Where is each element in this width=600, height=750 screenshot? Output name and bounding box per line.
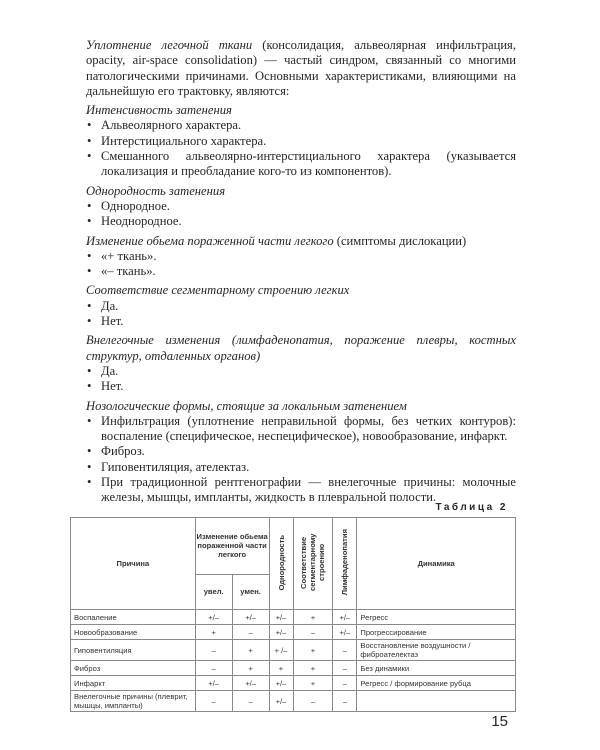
header-dynamics: Динамика [357, 518, 516, 610]
cell-cause: Гиповентиляция [71, 640, 196, 661]
list-item: • Неоднородное. [86, 214, 516, 229]
cell-value: – [333, 640, 357, 661]
list-item: • При традиционной рентгенографии — внелегочные причины: молочные железы, мышцы, импланты, жидкость в плевральной полости. [86, 475, 516, 506]
list-item: • Однородное. [86, 199, 516, 214]
table-caption: Таблица 2 [435, 502, 508, 513]
section-heading: Внелегочные изменения (лимфаденопатия, поражение плевры, костных структур, отдаленных органов) [86, 333, 516, 363]
cell-value: – [333, 661, 357, 676]
cell-value: + [232, 661, 269, 676]
table-row [71, 640, 516, 661]
cell-value: +/– [269, 610, 293, 625]
cell-value: +/– [232, 610, 269, 625]
cell-value: +/– [195, 610, 232, 625]
cell-value: + [195, 625, 232, 640]
cell-value: +/– [269, 691, 293, 712]
section-heading: Соответствие сегментарному строению легких [86, 283, 350, 298]
intro-paragraph [86, 38, 516, 99]
cell-value: – [232, 691, 269, 712]
bullet-list [86, 199, 516, 230]
header-cause: Причина [71, 518, 196, 610]
list-item: • Смешанного альвеолярно-интерстициального характера (указывается локализация и преобладание кого-то из компонентов). [86, 149, 516, 180]
bullet-list [86, 249, 516, 280]
cell-dynamics: Регресс [357, 610, 516, 625]
cell-value: + [293, 661, 333, 676]
cell-value: +/– [333, 610, 357, 625]
list-item: • Нет. [86, 314, 516, 329]
header-homogeneity: Однородность [269, 518, 293, 610]
list-item: • Интерстициального характера. [86, 134, 516, 149]
cell-value: – [293, 625, 333, 640]
cell-cause: Воспаление [71, 610, 196, 625]
list-item: • Фиброз. [86, 444, 516, 459]
header-volume-change: Изменение обьема пораженной части легкого [195, 518, 269, 575]
cell-dynamics: Прогрессирование [357, 625, 516, 640]
table-row [71, 661, 516, 676]
bullet-list [86, 299, 516, 330]
list-item: • Нет. [86, 379, 516, 394]
cell-value: + [293, 676, 333, 691]
list-item: • Да. [86, 364, 516, 379]
cell-value: + [232, 640, 269, 661]
cell-value: + /– [269, 640, 293, 661]
page-number: 15 [491, 713, 508, 730]
cell-dynamics: Регресс / формирование рубца [357, 676, 516, 691]
cell-cause: Фиброз [71, 661, 196, 676]
list-item: • «– ткань». [86, 264, 516, 279]
section-heading: Интенсивность затенения [86, 103, 232, 118]
cell-dynamics: Без динамики [357, 661, 516, 676]
cell-dynamics [357, 691, 516, 712]
cell-value: +/– [269, 625, 293, 640]
section-segmental [86, 283, 516, 329]
bullet-list [86, 118, 516, 179]
cell-value: +/– [232, 676, 269, 691]
header-decrease: умен. [232, 574, 269, 609]
cell-value: +/– [269, 676, 293, 691]
body-text [86, 38, 516, 506]
section-intensity [86, 103, 516, 179]
section-heading: Изменение обьема пораженной части легкого (симптомы дислокации) [86, 233, 467, 248]
list-item: • Да. [86, 299, 516, 314]
cell-dynamics: Восстановление воздушности / фиброателектаз [357, 640, 516, 661]
cell-cause: Инфаркт [71, 676, 196, 691]
list-item: • Гиповентиляция, ателектаз. [86, 460, 516, 475]
cell-value: – [195, 661, 232, 676]
bullet-list [86, 364, 516, 395]
cell-value: – [195, 640, 232, 661]
cell-value: – [232, 625, 269, 640]
cell-value: – [333, 691, 357, 712]
differential-table [70, 517, 516, 712]
section-heading: Нозологические формы, стоящие за локальным затенением [86, 398, 407, 413]
table-row [71, 610, 516, 625]
section-heading: Однородность затенения [86, 183, 226, 198]
table-row [71, 691, 516, 712]
section-homogeneity [86, 184, 516, 230]
section-volume [86, 234, 516, 280]
section-extrapulmonary [86, 333, 516, 394]
list-item: • «+ ткань». [86, 249, 516, 264]
cell-value: – [293, 691, 333, 712]
cell-value: – [333, 676, 357, 691]
intro-term: Уплотнение легочной ткани [86, 38, 253, 52]
cell-value: +/– [333, 625, 357, 640]
cell-value: +/– [195, 676, 232, 691]
list-item: • Альвеолярного характера. [86, 118, 516, 133]
cell-cause: Новообразование [71, 625, 196, 640]
cell-value: + [293, 610, 333, 625]
bullet-list [86, 414, 516, 506]
list-item: • Инфильтрация (уплотнение неправильной формы, без четких контуров): воспаление (специфическое, неспецифическое), новообразование, инфаркт. [86, 414, 516, 445]
intro-text: (консолидация, альвеолярная инфильтрация, opacity, air-space consolidation) — частый синдром, связанный со многими патологическими причинами. Основными характеристиками, влияющими на дальнейшую его трактовку, являются: [86, 38, 517, 98]
section-nosology [86, 399, 516, 506]
table-row [71, 676, 516, 691]
cell-cause: Внелегочные причины (плеврит, мышцы, импланты) [71, 691, 196, 712]
header-increase: увел. [195, 574, 232, 609]
table-row [71, 625, 516, 640]
header-lymphadenopathy: Лимфаденопатия [333, 518, 357, 610]
cell-value: – [195, 691, 232, 712]
header-segmental: Соответствие сегментарному строению [293, 518, 333, 610]
cell-value: + [269, 661, 293, 676]
cell-value: + [293, 640, 333, 661]
